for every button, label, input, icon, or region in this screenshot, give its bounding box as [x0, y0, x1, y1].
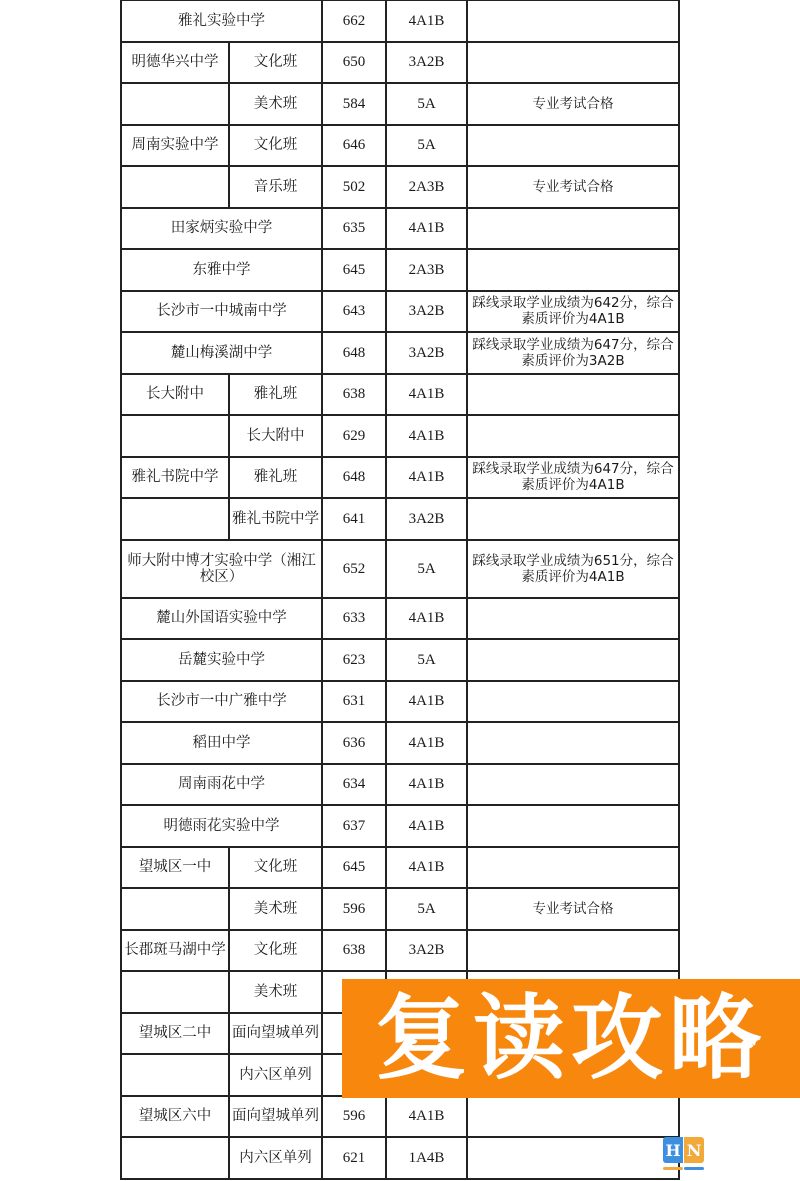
- note-cell: [467, 0, 679, 42]
- score-cell: 621: [322, 1137, 386, 1179]
- school-cell: 望城区六中: [121, 1096, 229, 1138]
- note-cell: 专业考试合格: [467, 166, 679, 208]
- table-row: [121, 374, 679, 416]
- watermark-banner: [342, 979, 800, 1098]
- table-row: [121, 1096, 679, 1138]
- table-row: [121, 291, 679, 333]
- table-row: [121, 208, 679, 250]
- score-cell: 648: [322, 457, 386, 499]
- table-row: [121, 681, 679, 723]
- table-row: [121, 639, 679, 681]
- school-cell: 师大附中博才实验中学（湘江校区）: [121, 540, 322, 598]
- school-cell: 望城区一中: [121, 847, 229, 889]
- class-cell: 雅礼班: [229, 457, 322, 499]
- note-cell: [467, 764, 679, 806]
- note-cell: [467, 208, 679, 250]
- score-cell: 648: [322, 332, 386, 374]
- school-cell: 雅礼实验中学: [121, 0, 322, 42]
- school-cell: [121, 415, 229, 457]
- note-cell: 专业考试合格: [467, 888, 679, 930]
- logo-n: N: [684, 1137, 704, 1163]
- score-cell: 633: [322, 598, 386, 640]
- school-cell: [121, 1137, 229, 1179]
- note-cell: [467, 374, 679, 416]
- grade-cell: 3A2B: [386, 332, 467, 374]
- table-row: [121, 722, 679, 764]
- grade-cell: 3A2B: [386, 498, 467, 540]
- note-cell: [467, 125, 679, 167]
- class-cell: 文化班: [229, 930, 322, 972]
- note-cell: 专业考试合格: [467, 83, 679, 125]
- school-cell: 雅礼书院中学: [121, 457, 229, 499]
- score-cell: 634: [322, 764, 386, 806]
- school-cell: 周南雨花中学: [121, 764, 322, 806]
- grade-cell: 2A3B: [386, 166, 467, 208]
- note-cell: 踩线录取学业成绩为642分，综合素质评价为4A1B: [467, 291, 679, 333]
- score-cell: 645: [322, 249, 386, 291]
- note-cell: [467, 847, 679, 889]
- table-row: [121, 332, 679, 374]
- banner-text: 复读攻略: [374, 984, 767, 1092]
- grade-cell: 4A1B: [386, 374, 467, 416]
- note-cell: [467, 249, 679, 291]
- score-cell: 638: [322, 374, 386, 416]
- class-cell: 雅礼班: [229, 374, 322, 416]
- table-row: [121, 498, 679, 540]
- school-cell: 明德雨花实验中学: [121, 805, 322, 847]
- score-cell: 638: [322, 930, 386, 972]
- score-cell: 646: [322, 125, 386, 167]
- class-cell: 面向望城单列: [229, 1013, 322, 1055]
- class-cell: 雅礼书院中学: [229, 498, 322, 540]
- note-cell: [467, 598, 679, 640]
- grade-cell: 1A4B: [386, 1137, 467, 1179]
- school-cell: [121, 971, 229, 1013]
- grade-cell: 4A1B: [386, 722, 467, 764]
- grade-cell: 5A: [386, 125, 467, 167]
- logo-h: H: [663, 1137, 683, 1163]
- school-cell: 长沙市一中城南中学: [121, 291, 322, 333]
- score-cell: 645: [322, 847, 386, 889]
- school-cell: 麓山梅溪湖中学: [121, 332, 322, 374]
- table-row: [121, 805, 679, 847]
- score-cell: 637: [322, 805, 386, 847]
- grade-cell: 4A1B: [386, 415, 467, 457]
- school-cell: 东雅中学: [121, 249, 322, 291]
- table-row: [121, 1137, 679, 1179]
- table-row: [121, 888, 679, 930]
- class-cell: 内六区单列: [229, 1137, 322, 1179]
- school-cell: 周南实验中学: [121, 125, 229, 167]
- school-cell: 望城区二中: [121, 1013, 229, 1055]
- school-cell: 明德华兴中学: [121, 42, 229, 84]
- grade-cell: 4A1B: [386, 847, 467, 889]
- table-row: [121, 457, 679, 499]
- score-cell: 584: [322, 83, 386, 125]
- note-cell: [467, 930, 679, 972]
- note-cell: [467, 42, 679, 84]
- note-cell: [467, 639, 679, 681]
- table-row: [121, 764, 679, 806]
- table-row: [121, 83, 679, 125]
- class-cell: 文化班: [229, 125, 322, 167]
- grade-cell: 5A: [386, 888, 467, 930]
- school-cell: 长大附中: [121, 374, 229, 416]
- grade-cell: 5A: [386, 540, 467, 598]
- score-cell: 631: [322, 681, 386, 723]
- school-cell: [121, 888, 229, 930]
- note-cell: [467, 415, 679, 457]
- table-row: [121, 249, 679, 291]
- grade-cell: 3A2B: [386, 42, 467, 84]
- school-cell: [121, 1054, 229, 1096]
- class-cell: 长大附中: [229, 415, 322, 457]
- grade-cell: 4A1B: [386, 1096, 467, 1138]
- table-row: [121, 166, 679, 208]
- class-cell: 音乐班: [229, 166, 322, 208]
- table-row: [121, 42, 679, 84]
- table-row: [121, 0, 679, 42]
- school-cell: [121, 498, 229, 540]
- class-cell: 面向望城单列: [229, 1096, 322, 1138]
- grade-cell: 2A3B: [386, 249, 467, 291]
- note-cell: [467, 681, 679, 723]
- table-row: [121, 930, 679, 972]
- class-cell: 文化班: [229, 847, 322, 889]
- score-cell: 596: [322, 888, 386, 930]
- score-cell: 635: [322, 208, 386, 250]
- note-cell: [467, 498, 679, 540]
- grade-cell: 4A1B: [386, 764, 467, 806]
- note-cell: [467, 722, 679, 764]
- table-row: [121, 125, 679, 167]
- grade-cell: 4A1B: [386, 681, 467, 723]
- class-cell: 美术班: [229, 83, 322, 125]
- table-row: [121, 540, 679, 598]
- score-cell: 662: [322, 0, 386, 42]
- score-cell: 623: [322, 639, 386, 681]
- score-cell: 643: [322, 291, 386, 333]
- grade-cell: 4A1B: [386, 457, 467, 499]
- class-cell: 内六区单列: [229, 1054, 322, 1096]
- score-cell: 636: [322, 722, 386, 764]
- school-cell: 麓山外国语实验中学: [121, 598, 322, 640]
- grade-cell: 4A1B: [386, 208, 467, 250]
- class-cell: 美术班: [229, 888, 322, 930]
- table-row: [121, 598, 679, 640]
- logo-underline: [684, 1167, 704, 1170]
- note-cell: [467, 1096, 679, 1138]
- school-cell: 稻田中学: [121, 722, 322, 764]
- score-cell: 502: [322, 166, 386, 208]
- class-cell: 美术班: [229, 971, 322, 1013]
- school-cell: [121, 83, 229, 125]
- class-cell: 文化班: [229, 42, 322, 84]
- score-cell: 596: [322, 1096, 386, 1138]
- school-cell: 岳麓实验中学: [121, 639, 322, 681]
- note-cell: [467, 805, 679, 847]
- grade-cell: 5A: [386, 639, 467, 681]
- grade-cell: 3A2B: [386, 291, 467, 333]
- note-cell: 踩线录取学业成绩为651分，综合素质评价为4A1B: [467, 540, 679, 598]
- grade-cell: 4A1B: [386, 0, 467, 42]
- school-cell: 长沙市一中广雅中学: [121, 681, 322, 723]
- grade-cell: 5A: [386, 83, 467, 125]
- school-cell: 田家炳实验中学: [121, 208, 322, 250]
- note-cell: 踩线录取学业成绩为647分，综合素质评价为4A1B: [467, 457, 679, 499]
- grade-cell: 3A2B: [386, 930, 467, 972]
- score-cell: 650: [322, 42, 386, 84]
- school-cell: [121, 166, 229, 208]
- grade-cell: 4A1B: [386, 598, 467, 640]
- score-cell: 629: [322, 415, 386, 457]
- note-cell: [467, 1137, 679, 1179]
- table-row: [121, 847, 679, 889]
- score-cell: 652: [322, 540, 386, 598]
- score-cell: 641: [322, 498, 386, 540]
- school-cell: 长郡斑马湖中学: [121, 930, 229, 972]
- hn-logo-icon: [663, 1137, 707, 1175]
- note-cell: 踩线录取学业成绩为647分，综合素质评价为3A2B: [467, 332, 679, 374]
- logo-underline: [663, 1167, 683, 1170]
- grade-cell: 4A1B: [386, 805, 467, 847]
- table-row: [121, 415, 679, 457]
